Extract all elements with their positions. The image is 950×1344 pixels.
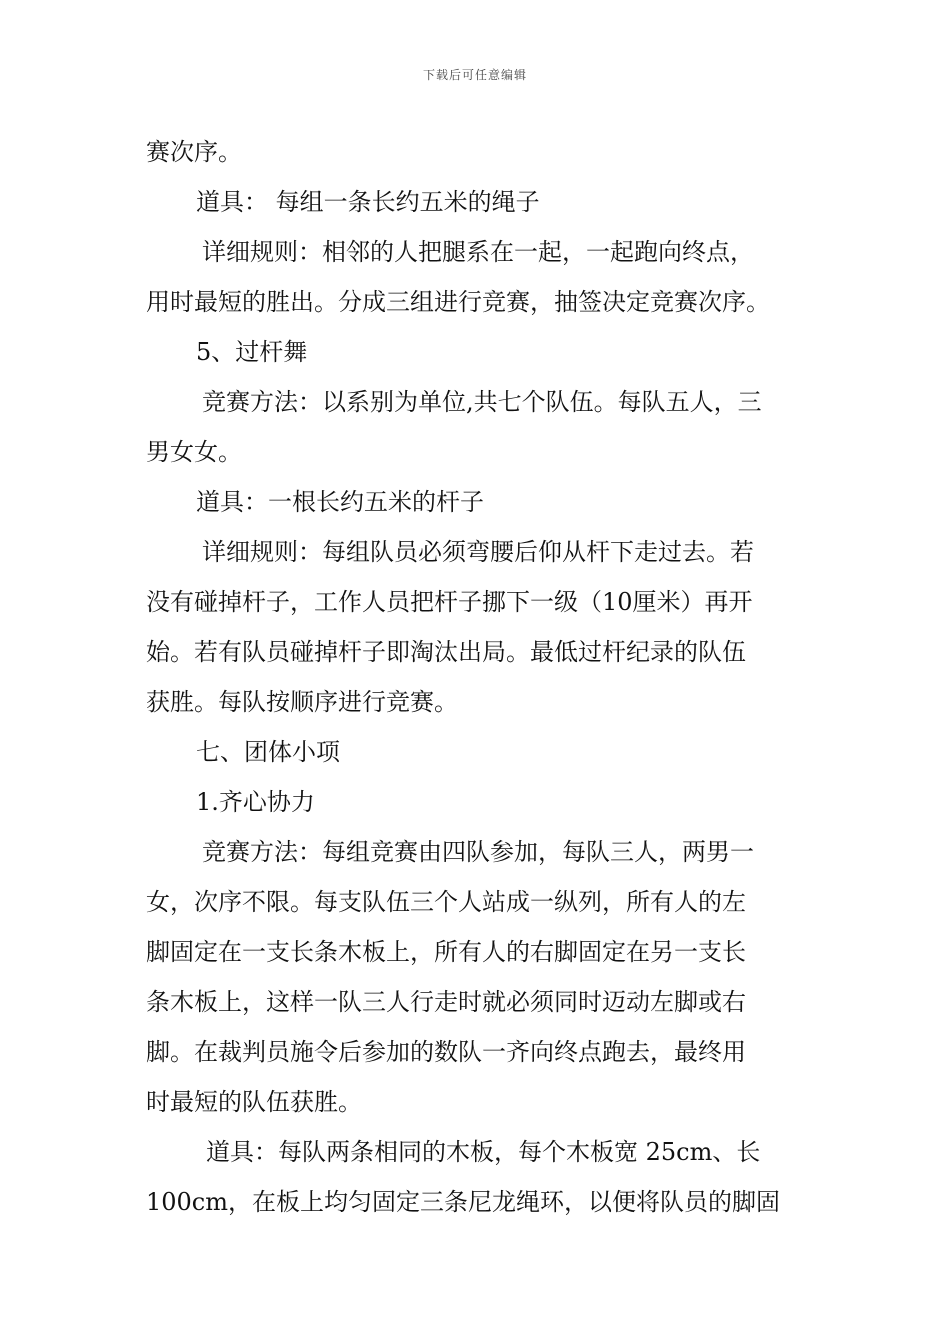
text-line: 获胜。每队按顺序进行竞赛。 [146, 688, 458, 716]
text-line: 详细规则：相邻的人把腿系在一起，一起跑向终点， [202, 238, 754, 266]
text-line: 脚。在裁判员施令后参加的数队一齐向终点跑去，最终用 [146, 1038, 746, 1066]
text-line: 没有碰掉杆子，工作人员把杆子挪下一级（10厘米）再开 [146, 588, 753, 616]
text-line: 女，次序不限。每支队伍三个人站成一纵列，所有人的左 [146, 888, 746, 916]
text-line: 100cm，在板上均匀固定三条尼龙绳环，以便将队员的脚固 [146, 1188, 781, 1216]
text-line: 条木板上，这样一队三人行走时就必须同时迈动左脚或右 [146, 988, 746, 1016]
text-line: 竞赛方法：以系别为单位,共七个队伍。每队五人，三 [202, 388, 762, 416]
text-line: 道具：每队两条相同的木板，每个木板宽 25cm、长 [206, 1138, 761, 1166]
text-line: 时最短的队伍获胜。 [146, 1088, 362, 1116]
text-line: 详细规则：每组队员必须弯腰后仰从杆下走过去。若 [202, 538, 754, 566]
text-line: 始。若有队员碰掉杆子即淘汰出局。最低过杆纪录的队伍 [146, 638, 746, 666]
text-line: 道具： 每组一条长约五米的绳子 [196, 188, 540, 216]
page-header-note: 下载后可任意编辑 [422, 68, 527, 82]
text-line: 道具：一根长约五米的杆子 [196, 488, 484, 516]
section-heading: 七、团体小项 [196, 738, 340, 766]
document-body [146, 127, 811, 1227]
text-line: 脚固定在一支长条木板上，所有人的右脚固定在另一支长 [146, 938, 746, 966]
text-line: 男女女。 [146, 438, 242, 466]
text-line: 竞赛方法：每组竞赛由四队参加，每队三人，两男一 [202, 838, 754, 866]
section-heading: 5、过杆舞 [196, 338, 308, 366]
section-heading: 1.齐心协力 [196, 788, 315, 816]
text-line: 赛次序。 [146, 138, 242, 166]
text-line: 用时最短的胜出。分成三组进行竞赛，抽签决定竞赛次序。 [146, 288, 770, 316]
